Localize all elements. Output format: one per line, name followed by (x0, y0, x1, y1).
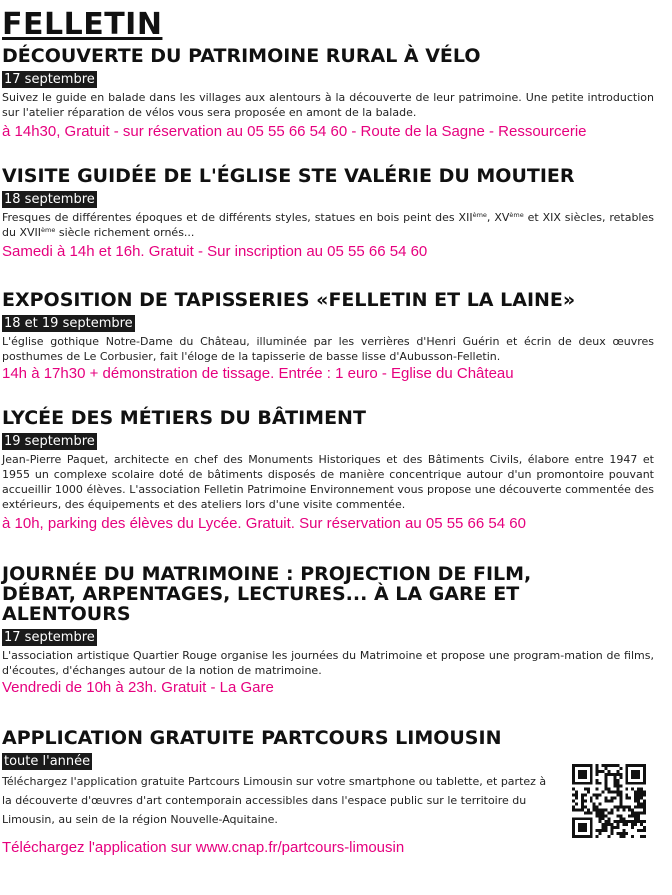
app-row (2, 772, 654, 838)
event-info: Téléchargez l'application sur www.cnap.fr/partcours-limousin (2, 839, 405, 856)
event-info: Samedi à 14h et 16h. Gratuit - Sur inscription au 05 55 66 54 60 (2, 243, 428, 260)
event-info: à 10h, parking des élèves du Lycée. Gratuit. Sur réservation au 05 55 66 54 60 (2, 515, 526, 532)
date-badge: 17 septembre (4, 72, 95, 87)
superscript: ème (472, 211, 487, 219)
description-part: Fresques de différentes époques et de différents styles, statues en bois peint des XII (2, 211, 473, 224)
event-description: L'église gothique Notre-Dame du Château, illuminée par les verrières d'Henri Guérin et écrin de deux œuvres posthumes de Le Corbusier, fait l'éloge de la tapisserie de basse lisse d'Aubusson-Felletin. (2, 335, 654, 363)
event-title: DÉCOUVERTE DU PATRIMOINE RURAL À VÉLO (2, 45, 481, 67)
date-badge: 17 septembre (4, 630, 95, 645)
event-description (2, 210, 654, 240)
event-lycee (2, 408, 654, 534)
description-part: siècle richement ornés... (55, 226, 195, 239)
event-eglise-moutier (2, 166, 654, 262)
superscript: ème (41, 226, 56, 234)
event-tapisseries (2, 290, 654, 384)
event-description: Suivez le guide en balade dans les villages aux alentours à la découverte de leur patrimoine. Une petite introduction sur l'atelier réparation de vélos vous sera proposée en amont de la balade. (2, 91, 654, 119)
date-badge: 18 septembre (4, 192, 95, 207)
date-badge: 18 et 19 septembre (4, 316, 133, 331)
event-title: EXPOSITION DE TAPISSERIES «FELLETIN ET LA LAINE» (2, 289, 576, 311)
event-info: Vendredi de 10h à 23h. Gratuit - La Gare (2, 679, 274, 696)
event-title: APPLICATION GRATUITE PARTCOURS LIMOUSIN (2, 727, 502, 749)
description-part: et XIX siècles, retables du XVII (2, 211, 654, 239)
description-part: , XV (486, 211, 510, 224)
event-info: à 14h30, Gratuit - sur réservation au 05 55 66 54 60 - Route de la Sagne - Ressourcerie (2, 123, 587, 140)
event-description: L'association artistique Quartier Rouge organise les journées du Matrimoine et propose une program-mation de films, d'écoutes, d'échanges autour de la notion de matrimoine. (2, 649, 654, 677)
event-title: VISITE GUIDÉE DE L'ÉGLISE STE VALÉRIE DU MOUTIER (2, 165, 575, 187)
event-info: 14h à 17h30 + démonstration de tissage. Entrée : 1 euro - Eglise du Château (2, 365, 514, 382)
date-badge: toute l'année (4, 754, 91, 769)
event-title: JOURNÉE DU MATRIMOINE : PROJECTION DE FILM, DÉBAT, ARPENTAGES, LECTURES... À LA GARE ET ALENTOURS (2, 563, 532, 625)
event-description: Téléchargez l'application gratuite Partcours Limousin sur votre smartphone ou tablette, et partez à la découverte d'œuvres d'art contemporain accessibles dans l'espace public sur le territoire du Limousin, au sein de la région Nouvelle-Aquitaine. (2, 775, 547, 826)
event-velo (2, 46, 654, 142)
date-badge: 19 septembre (4, 434, 95, 449)
app-text (2, 772, 558, 829)
event-title: LYCÉE DES MÉTIERS DU BÂTIMENT (2, 407, 366, 429)
page-title: FELLETIN (2, 7, 163, 42)
qr-code-icon (572, 764, 646, 838)
event-matrimoine (2, 564, 654, 698)
event-partcours (2, 728, 654, 858)
superscript: ème (509, 211, 524, 219)
event-description: Jean-Pierre Paquet, architecte en chef des Monuments Historiques et des Bâtiments Civils, élabore entre 1947 et 1955 un complexe scolaire doté de bâtiments disposés de manière concentrique autour d'un promontoire pouvant accueillir 1000 élèves. L'association Felletin Patrimoine Environnement vous propose une découverte commentée des extérieurs, des équipements et des ateliers lors d'une visite commentée. (2, 453, 654, 511)
